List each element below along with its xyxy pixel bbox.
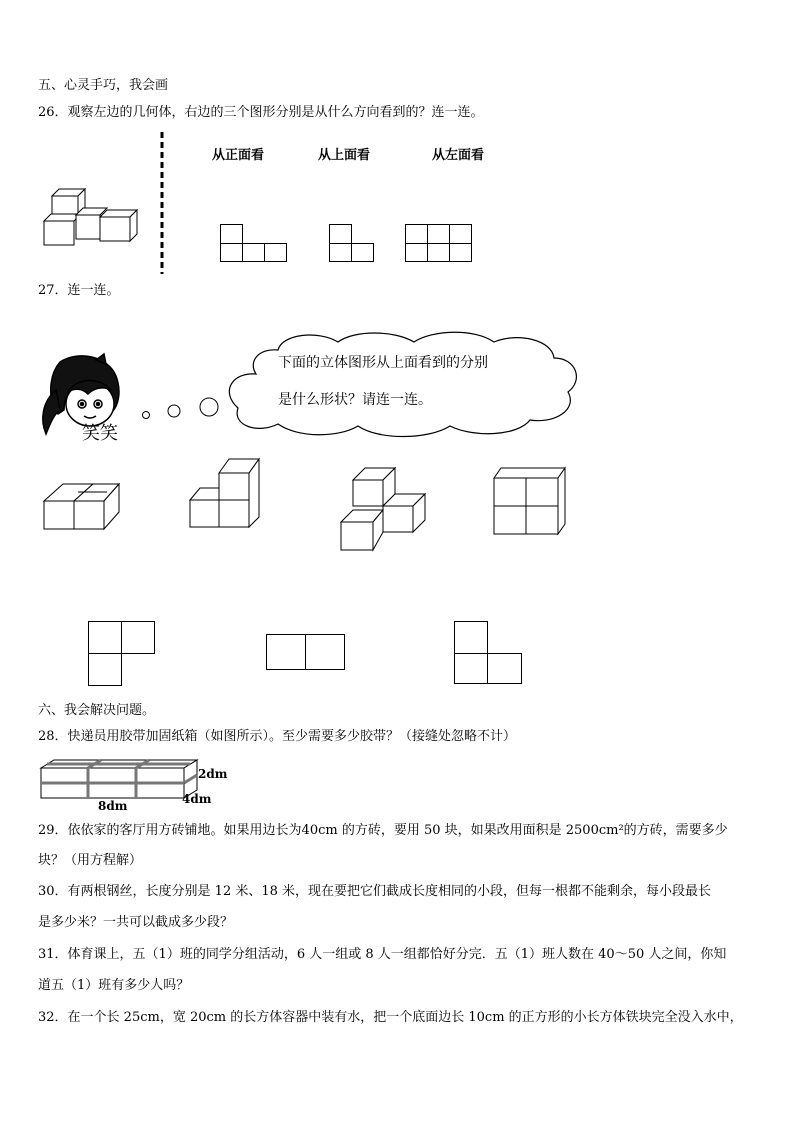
box-dim-height: 2dm	[198, 767, 228, 781]
view-label-front: 从正面看	[212, 148, 265, 163]
question-31-line-1: 31．体育课上，五（1）班的同学分组活动，6 人一组或 8 人一组都恰好分完．五（1）班人数在 40～50 人之间，你知	[38, 947, 727, 962]
box-dim-length: 8dm	[98, 799, 128, 813]
section-6-heading: 六、我会解决问题。	[38, 703, 156, 718]
speech-line-2: 是什么形状？请连一连。	[278, 392, 432, 408]
q26-view-figure-2[interactable]	[329, 224, 379, 264]
box-dim-width: 4dm	[182, 792, 212, 806]
q27-top-view-3[interactable]	[454, 621, 526, 687]
question-32-line-1: 32．在一个长 25cm，宽 20cm 的长方体容器中装有水，把一个底面边长 10cm 的正方形的小长方体铁块完全没入水中，	[38, 1010, 743, 1025]
view-label-left: 从左面看	[432, 148, 485, 163]
q26-solid-figure	[40, 185, 150, 250]
q27-top-view-2[interactable]	[266, 634, 348, 672]
thought-bubbles	[138, 395, 223, 425]
question-31-line-2: 道五（1）班有多少人吗？	[38, 978, 190, 993]
question-30-line-2: 是多少米？一共可以截成多少段？	[38, 915, 234, 930]
q27-solid-2[interactable]	[189, 455, 269, 531]
character-name: 笑笑	[82, 423, 118, 444]
question-27-text: 27．连一连。	[38, 283, 120, 298]
section-5-heading: 五、心灵手巧，我会画	[38, 78, 169, 93]
question-29-line-1: 29．依依家的客厅用方砖铺地。如果用边长为40cm 的方砖，要用 50 块，如果改用面积是 2500cm²的方砖，需要多少	[38, 823, 728, 838]
q26-view-figure-1[interactable]	[220, 224, 290, 264]
q27-top-view-1[interactable]	[88, 621, 160, 687]
view-label-top: 从上面看	[318, 148, 371, 163]
question-26-text: 26．观察左边的几何体，右边的三个图形分别是从什么方向看到的？连一连。	[38, 105, 484, 120]
question-28-text: 28．快递员用胶带加固纸箱（如图所示）。至少需要多少胶带？（接缝处忽略不计）	[38, 729, 517, 744]
q27-solid-1[interactable]	[43, 476, 123, 532]
question-29-line-2: 块？（用方程解）	[38, 853, 143, 868]
speech-cloud	[218, 328, 588, 440]
q27-solid-3[interactable]	[339, 464, 429, 554]
q26-dashed-divider	[160, 132, 164, 274]
q26-view-figure-3[interactable]	[405, 224, 477, 264]
question-30-line-1: 30．有两根钢丝，长度分别是 12 米、18 米，现在要把它们截成长度相同的小段，但每一根都不能剩余，每小段最长	[38, 884, 712, 899]
q27-solid-4[interactable]	[493, 466, 569, 536]
speech-line-1: 下面的立体图形从上面看到的分别	[278, 355, 488, 371]
